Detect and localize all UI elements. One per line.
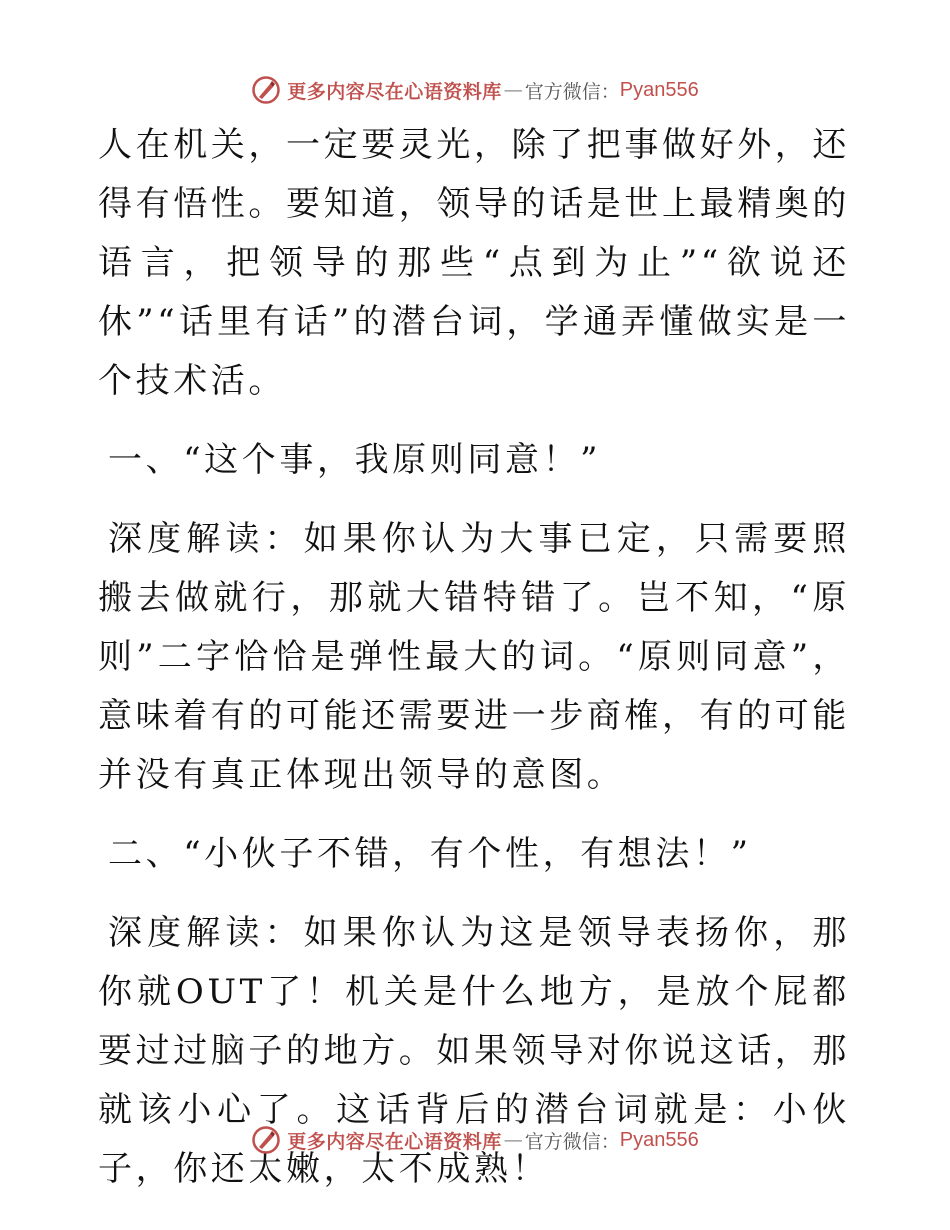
section-analysis-2: 深度解读：如果你认为这是领导表扬你，那你就OUT了！机关是什么地方，是放个屁都要过过脑子的地方。如果领导对你说这话，那就该小心了。这话背后的潜台词就是：小伙子，你还太嫩，太不成熟！ (98, 913, 850, 1189)
banner-wechat-label: 官方微信： (524, 80, 620, 103)
footer-banner (0, 1120, 950, 1160)
banner-wechat-label: 官方微信： (524, 1130, 620, 1153)
header-banner (0, 70, 950, 110)
document-body (98, 116, 850, 1219)
pen-circle-logo-icon (251, 75, 281, 105)
section-heading-1: 一、“这个事，我原则同意！” (108, 440, 602, 480)
section-analysis-1: 深度解读：如果你认为大事已定，只需要照搬去做就行，那就大错特错了。岂不知，“原则”二字恰恰是弹性最大的词。“原则同意”，意味着有的可能还需要进一步商榷，有的可能并没有真正体现出领导的意图。 (98, 519, 850, 795)
banner-main-text: 更多内容尽在心语资料库 (287, 80, 502, 103)
banner-wechat-id: Pyan556 (619, 1128, 699, 1151)
banner-main-text: 更多内容尽在心语资料库 (287, 1130, 502, 1153)
pen-circle-logo-icon (251, 1125, 281, 1155)
banner-wechat-id: Pyan556 (619, 78, 699, 101)
banner-dash: — (503, 79, 523, 101)
section-heading-2: 二、“小伙子不错，有个性，有想法！” (108, 834, 752, 874)
intro-paragraph: 人在机关，一定要灵光，除了把事做好外，还得有悟性。要知道，领导的话是世上最精奥的语言，把领导的那些“点到为止”“欲说还休”“话里有话”的潜台词，学通弄懂做实是一个技术活。 (98, 125, 850, 401)
banner-dash: — (503, 1129, 523, 1151)
